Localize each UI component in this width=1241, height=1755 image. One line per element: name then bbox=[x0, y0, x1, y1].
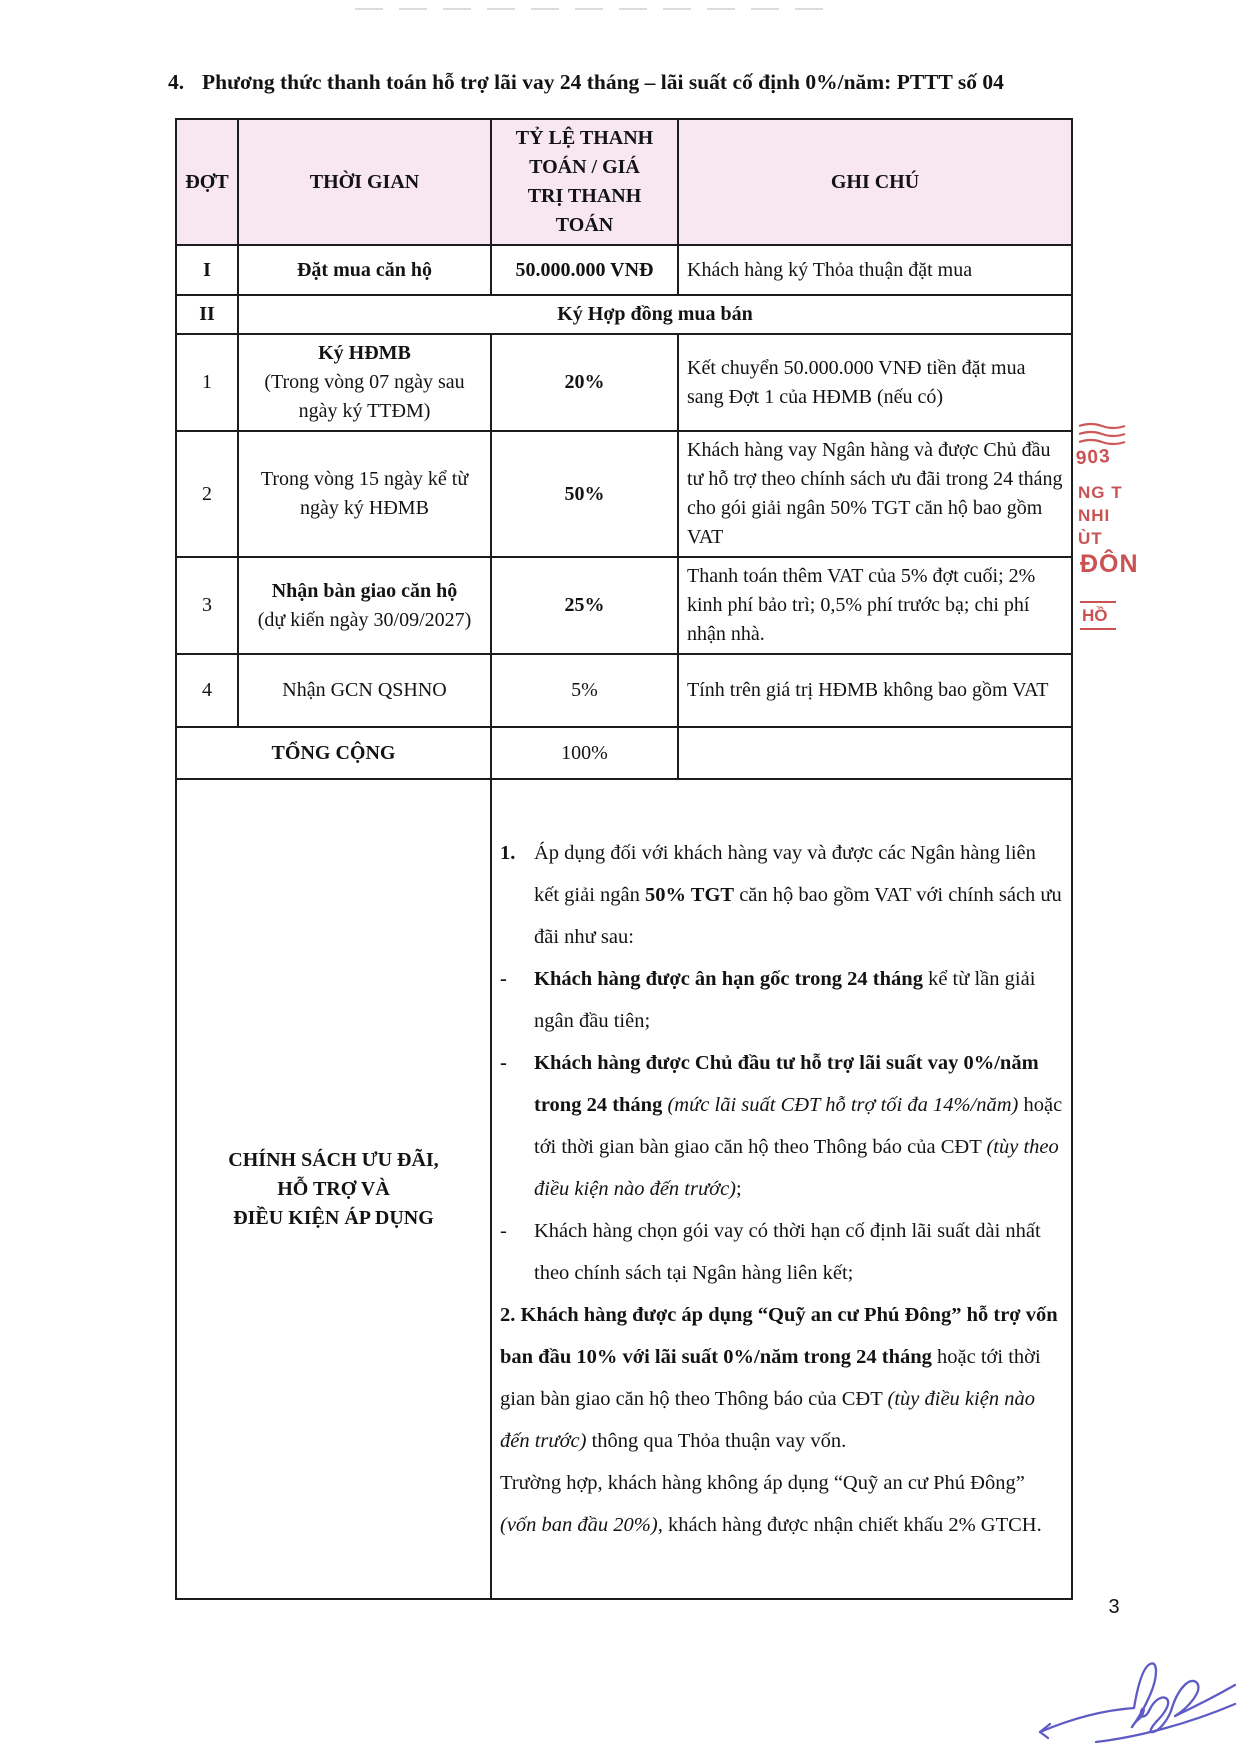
header-note: GHI CHÚ bbox=[678, 119, 1072, 245]
stamp-text-fragment: NG T bbox=[1078, 483, 1123, 502]
row-II-merged: Ký Hợp đồng mua bán bbox=[238, 295, 1072, 334]
policy-label-line: CHÍNH SÁCH ƯU ĐÃI, bbox=[228, 1148, 439, 1171]
total-label: TỔNG CỘNG bbox=[176, 727, 491, 779]
row-3-note: Thanh toán thêm VAT của 5% đợt cuối; 2% kinh phí bảo trì; 0,5% phí trước bạ; chi phí nhận nhà. bbox=[678, 557, 1072, 654]
header-time: THỜI GIAN bbox=[238, 119, 491, 245]
policy-paragraph: 1. Áp dụng đối với khách hàng vay và được các Ngân hàng liên kết giải ngân 50% TGT căn hộ bao gồm VAT với chính sách ưu đãi như sau: bbox=[500, 842, 1062, 948]
policy-body-cell bbox=[491, 779, 1072, 1599]
policy-label-line: ĐIỀU KIỆN ÁP DỤNG bbox=[233, 1206, 434, 1229]
row-3-rate: 25% bbox=[491, 557, 678, 654]
policy-label-line: HỖ TRỢ VÀ bbox=[277, 1177, 390, 1200]
total-note-empty bbox=[678, 727, 1072, 779]
row-2-note: Khách hàng vay Ngân hàng và được Chủ đầu tư hỗ trợ theo chính sách ưu đãi trong 24 tháng cho gói giải ngân 50% TGT căn hộ bao gồm VAT bbox=[678, 431, 1072, 557]
table-row bbox=[176, 654, 1072, 727]
policy-paragraph: - Khách hàng được Chủ đầu tư hỗ trợ lãi suất vay 0%/năm trong 24 tháng (mức lãi suất CĐT hỗ trợ tối đa 14%/năm) hoặc tới thời gian bàn giao căn hộ theo Thông báo của CĐT (tùy theo điều kiện nào đến trước); bbox=[500, 1052, 1063, 1200]
row-4-time: Nhận GCN QSHNO bbox=[238, 654, 491, 727]
stamp-text-fragment: ĐÔN bbox=[1080, 550, 1139, 578]
policy-label-cell bbox=[176, 779, 491, 1599]
row-1-time-main: Ký HĐMB bbox=[318, 342, 411, 364]
row-II-dot: II bbox=[176, 295, 238, 334]
total-row bbox=[176, 727, 1072, 779]
table-row bbox=[176, 245, 1072, 295]
page-number: 3 bbox=[1108, 1596, 1120, 1618]
scan-artifact-line bbox=[355, 8, 825, 10]
row-I-note: Khách hàng ký Thỏa thuận đặt mua bbox=[678, 245, 1072, 295]
table-row bbox=[176, 557, 1072, 654]
section-number: 4. bbox=[168, 70, 185, 94]
policy-paragraph: - Khách hàng chọn gói vay có thời hạn cố định lãi suất dài nhất theo chính sách tại Ngân hàng liên kết; bbox=[500, 1220, 1041, 1284]
stamp-text-fragment: 903 bbox=[1075, 445, 1112, 470]
row-1-dot: 1 bbox=[176, 334, 238, 431]
table-row bbox=[176, 334, 1072, 431]
row-3-time-main: Nhận bàn giao căn hộ bbox=[271, 579, 458, 602]
row-4-rate: 5% bbox=[491, 654, 678, 727]
header-dot: ĐỢT bbox=[176, 119, 238, 245]
section-title bbox=[168, 70, 1004, 95]
total-rate: 100% bbox=[491, 727, 678, 779]
stamp-text-fragment: HỒ bbox=[1080, 601, 1116, 630]
stamp-text-fragment: ÙT bbox=[1078, 529, 1103, 548]
row-2-time: Trong vòng 15 ngày kể từ ngày ký HĐMB bbox=[238, 431, 491, 557]
row-1-time bbox=[238, 334, 491, 431]
header-rate: TỶ LỆ THANH TOÁN / GIÁ TRỊ THANH TOÁN bbox=[491, 119, 678, 245]
row-1-rate: 20% bbox=[491, 334, 678, 431]
row-3-time bbox=[238, 557, 491, 654]
row-3-dot: 3 bbox=[176, 557, 238, 654]
stamp-wave-lines-icon bbox=[1077, 420, 1127, 448]
header-row bbox=[176, 119, 1072, 245]
section-title-text: Phương thức thanh toán hỗ trợ lãi vay 24 tháng – lãi suất cố định 0%/năm: PTTT số 04 bbox=[202, 70, 1004, 94]
payment-schedule-table bbox=[175, 118, 1073, 1600]
stamp-text-fragment: NHI bbox=[1078, 506, 1111, 525]
row-I-time: Đặt mua căn hộ bbox=[238, 245, 491, 295]
row-I-rate: 50.000.000 VNĐ bbox=[491, 245, 678, 295]
policy-paragraph: Trường hợp, khách hàng không áp dụng “Quỹ an cư Phú Đông” (vốn ban đầu 20%), khách hàng được nhận chiết khấu 2% GTCH. bbox=[500, 1472, 1042, 1536]
row-4-dot: 4 bbox=[176, 654, 238, 727]
row-1-note: Kết chuyển 50.000.000 VNĐ tiền đặt mua sang Đợt 1 của HĐMB (nếu có) bbox=[678, 334, 1072, 431]
policy-row bbox=[176, 779, 1072, 1599]
row-2-rate: 50% bbox=[491, 431, 678, 557]
row-4-note: Tính trên giá trị HĐMB không bao gồm VAT bbox=[678, 654, 1072, 727]
table-row bbox=[176, 431, 1072, 557]
policy-paragraph: - Khách hàng được ân hạn gốc trong 24 tháng kể từ lần giải ngân đầu tiên; bbox=[500, 968, 1036, 1032]
policy-paragraph: 2. Khách hàng được áp dụng “Quỹ an cư Phú Đông” hỗ trợ vốn ban đầu 10% với lãi suất 0%/năm trong 24 tháng hoặc tới thời gian bàn giao căn hộ theo Thông báo của CĐT (tùy điều kiện nào đến trước) thông qua Thỏa thuận vay vốn. bbox=[500, 1304, 1058, 1452]
row-2-dot: 2 bbox=[176, 431, 238, 557]
table-row bbox=[176, 295, 1072, 334]
signature-scribble bbox=[1038, 1652, 1238, 1752]
row-I-dot: I bbox=[176, 245, 238, 295]
row-3-time-detail: (dự kiến ngày 30/09/2027) bbox=[257, 608, 472, 631]
row-1-time-detail: (Trong vòng 07 ngày sau ngày ký TTĐM) bbox=[264, 371, 465, 422]
policy-paragraphs bbox=[500, 832, 1063, 1546]
